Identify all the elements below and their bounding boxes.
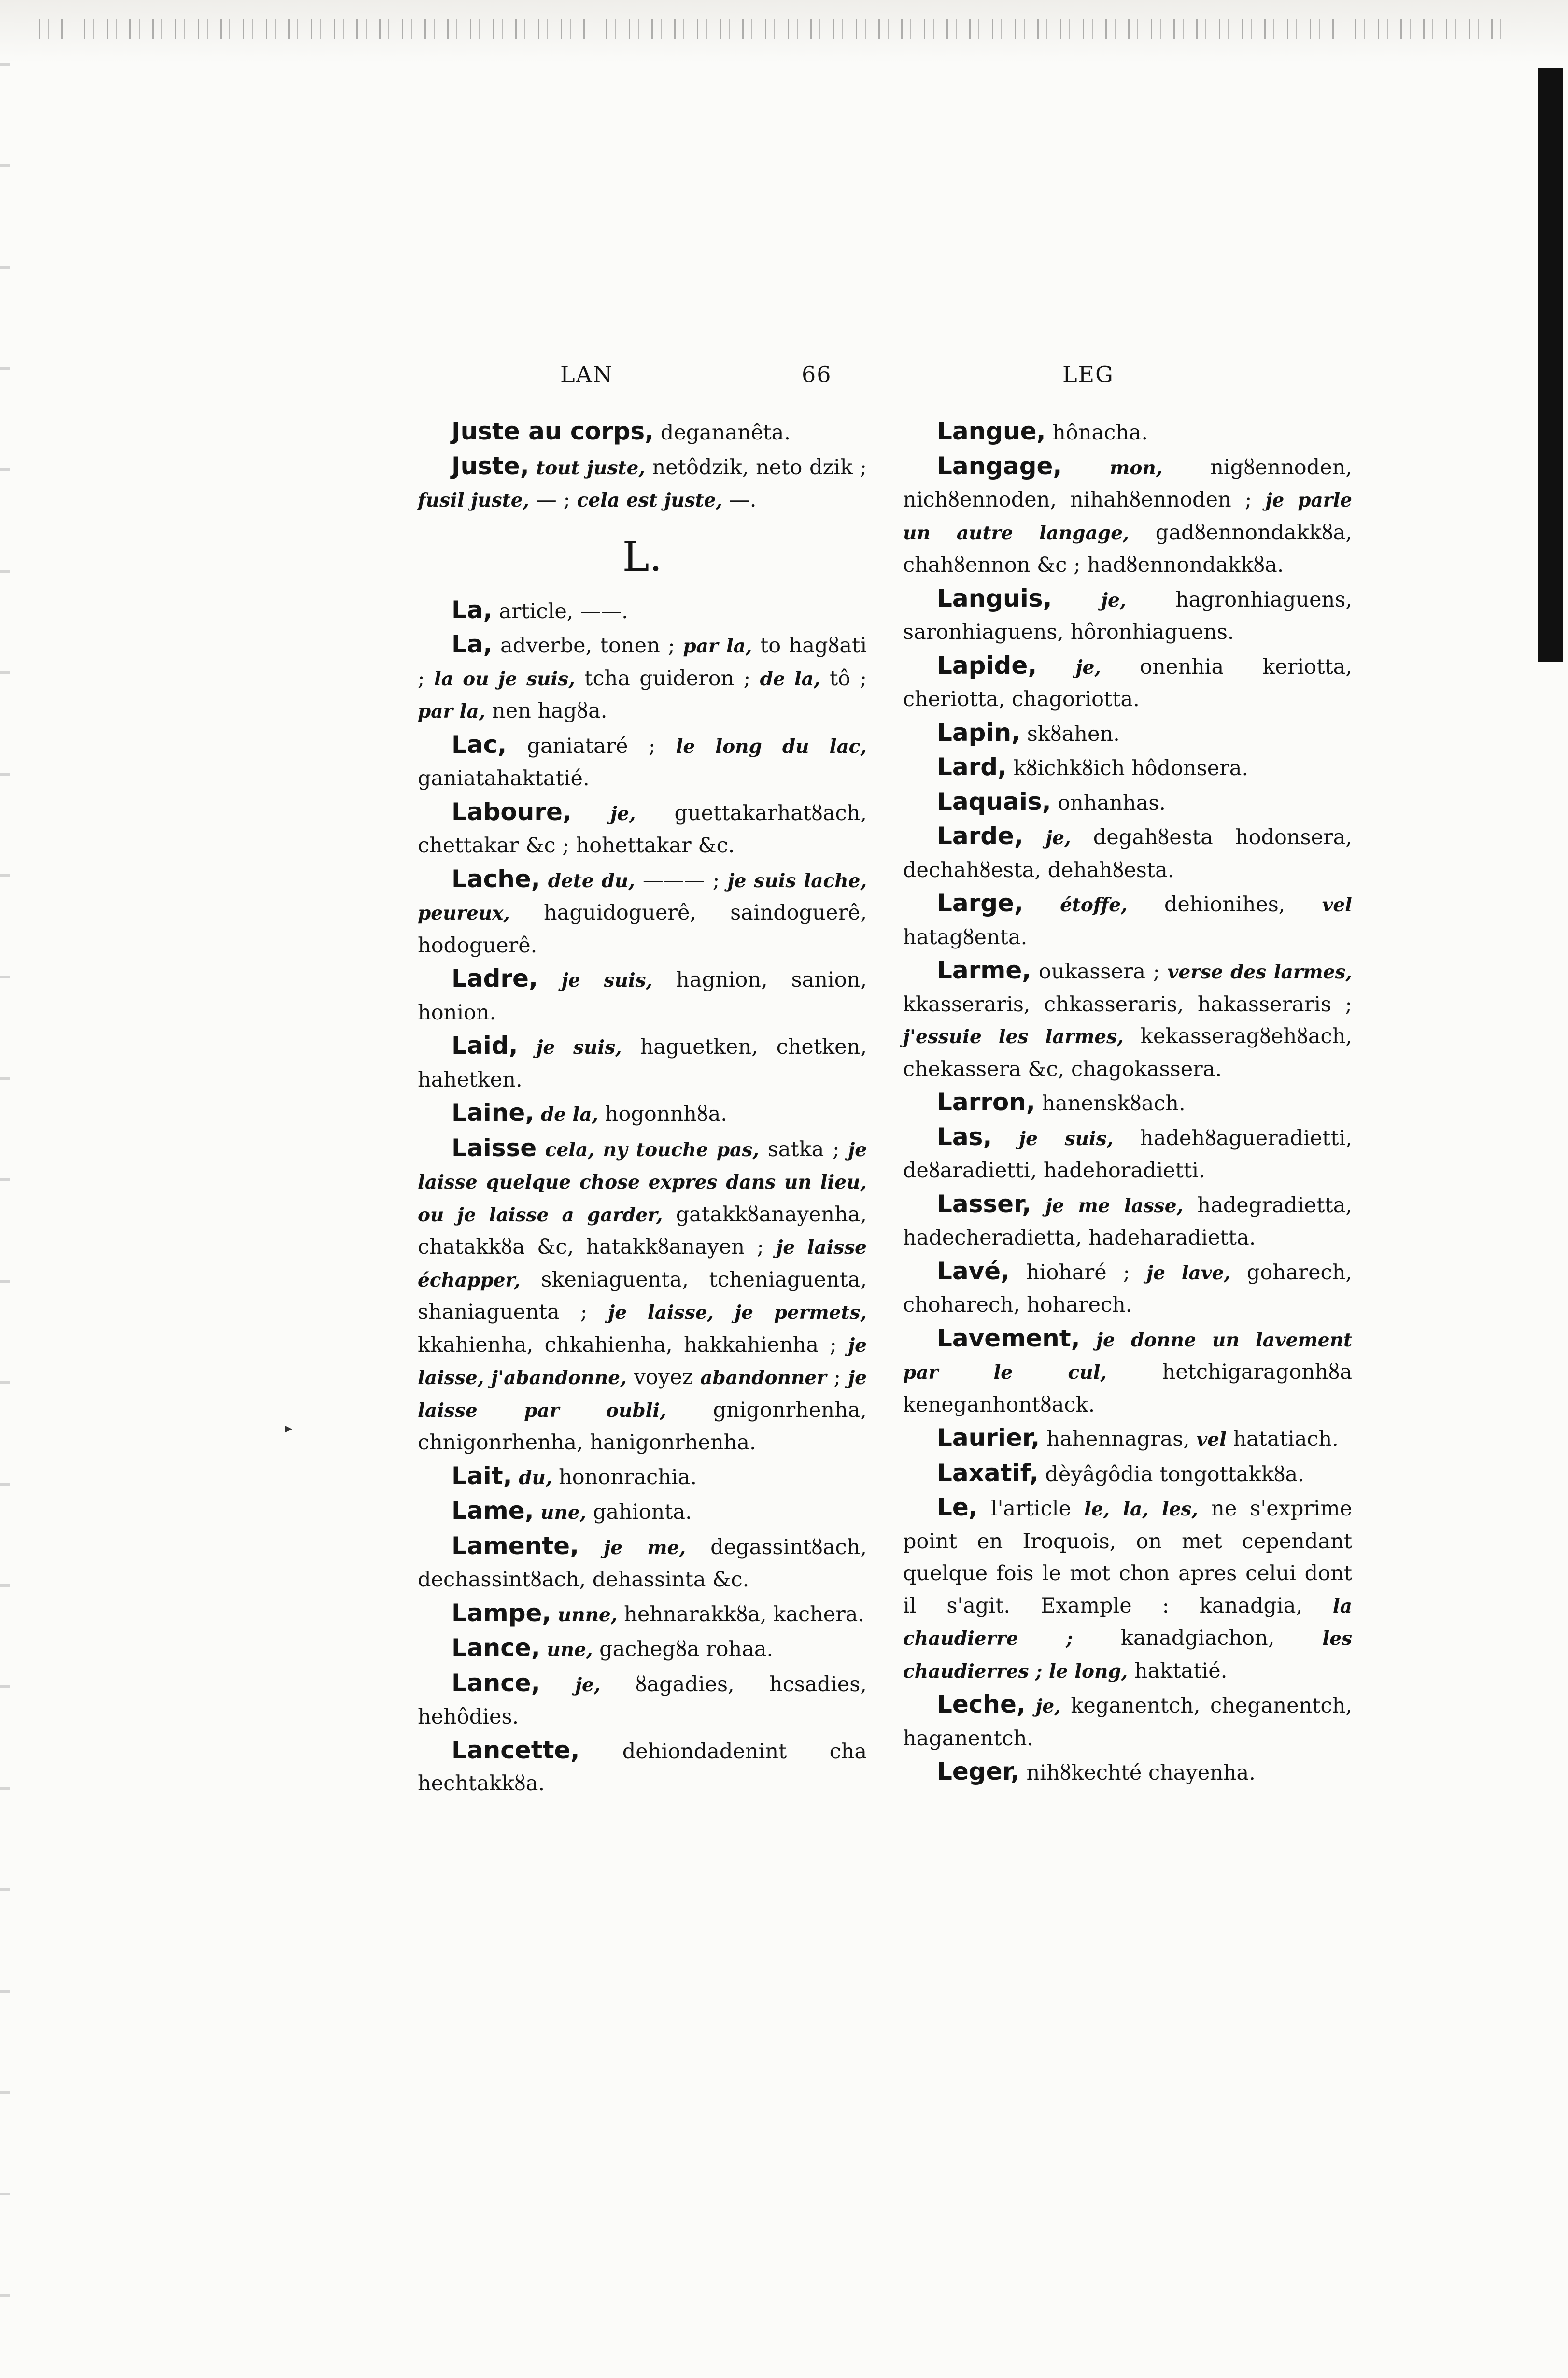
entry-french-gloss: je suis, — [518, 1036, 622, 1059]
entry-text: — ; — [529, 488, 577, 512]
entry-text: to hagȣati ; — [418, 634, 867, 691]
entry-text: onenhia keriotta, cheriotta, chagoriotta. — [903, 654, 1352, 711]
dictionary-entry — [903, 650, 1352, 716]
dictionary-entry — [418, 1632, 867, 1666]
entry-french-gloss: par la, — [683, 635, 752, 657]
entry-headword: Lavé, — [937, 1257, 1010, 1285]
entry-text: hetchigaragonhȣa keneganhontȣack. — [903, 1360, 1352, 1417]
entry-headword: Lampe, — [452, 1599, 551, 1627]
entry-headword: Lac, — [452, 730, 507, 759]
entry-headword: Laquais, — [937, 787, 1051, 816]
dictionary-entry — [903, 1491, 1352, 1687]
entry-french-gloss: je parle un autre langage, — [903, 489, 1352, 544]
entry-text: hadegradietta, hadecheradietta, hadeharadietta. — [903, 1193, 1352, 1250]
dictionary-entry — [418, 1132, 867, 1459]
entry-french-gloss: cela, ny touche pas, — [537, 1138, 759, 1161]
entry-text: hagnion, sanion, honion. — [418, 968, 867, 1025]
dictionary-entry — [903, 582, 1352, 649]
entry-headword: Leche, — [937, 1690, 1026, 1718]
running-head-left: LAN — [560, 361, 614, 387]
entry-french-gloss: je, — [571, 802, 636, 825]
dictionary-entry — [418, 1097, 867, 1131]
entry-french-gloss: je, — [1052, 589, 1127, 611]
entry-headword: Lapin, — [937, 718, 1021, 747]
entry-headword: Laboure, — [452, 797, 572, 826]
entry-french-gloss: tout juste, — [529, 456, 645, 479]
entry-text: —. — [722, 488, 757, 512]
entry-headword: Le, — [937, 1493, 978, 1521]
entry-text: dèyâgôdia tongottakkȣa. — [1038, 1462, 1304, 1486]
entry-french-gloss: je laisse par oubli, — [418, 1367, 867, 1422]
entry-text: tô ; — [820, 666, 867, 691]
entry-text: oukassera ; — [1031, 960, 1168, 984]
entry-text: degassintȣach, dechassintȣach, dehassinta &c. — [418, 1535, 867, 1592]
entry-french-gloss: la chaudierre ; — [903, 1595, 1352, 1650]
dictionary-entry — [903, 1188, 1352, 1254]
entry-headword: Lame, — [452, 1497, 534, 1525]
entry-french-gloss: je suis lache, peureux, — [418, 869, 867, 924]
dictionary-entry — [418, 1667, 867, 1733]
entry-french-gloss: par la, — [418, 700, 486, 722]
entry-french-gloss: je laisse quelque chose expres dans un lieu, ou je laisse a garder, — [418, 1138, 867, 1226]
entry-text: gahionta. — [586, 1500, 692, 1524]
dictionary-entry — [903, 786, 1352, 820]
entry-headword: Leger, — [937, 1757, 1020, 1785]
entry-text: hatatiach. — [1226, 1427, 1339, 1451]
entry-headword: Laxatif, — [937, 1458, 1039, 1487]
entry-headword: Ladre, — [452, 964, 538, 992]
entry-text: ganiatahaktatié. — [418, 766, 590, 791]
dictionary-entry — [418, 1495, 867, 1529]
entry-text: hanenskȣach. — [1035, 1091, 1186, 1116]
entry-french-gloss: de la, — [534, 1104, 599, 1126]
entry-headword: Lamente, — [452, 1531, 579, 1560]
entry-text: ——— ; — [635, 868, 728, 892]
entry-french-gloss: je donne un lavement par le cul, — [903, 1329, 1352, 1384]
entry-french-gloss: je lave, — [1146, 1261, 1230, 1284]
entry-headword: Lancette, — [452, 1736, 580, 1764]
entry-text: skȣahen. — [1020, 722, 1120, 746]
entry-french-gloss: je, — [1023, 827, 1071, 849]
entry-text: tcha guideron ; — [575, 666, 760, 691]
entry-text: ; — [826, 1365, 848, 1389]
entry-text: hahennagras, — [1040, 1427, 1197, 1451]
entry-headword: Lavement, — [937, 1324, 1080, 1352]
entry-headword: Juste, — [452, 452, 529, 480]
dictionary-entry — [903, 820, 1352, 886]
entry-headword: Larme, — [937, 956, 1031, 984]
entry-text: degananêta. — [654, 421, 791, 445]
dictionary-entry — [903, 450, 1352, 581]
entry-text: netôdzik, neto dzik ; — [645, 455, 867, 480]
dictionary-entry — [903, 1322, 1352, 1421]
entry-french-gloss: le long du lac, — [676, 735, 867, 758]
entry-french-gloss: une, — [540, 1639, 593, 1661]
entry-french-gloss: je, — [1025, 1695, 1061, 1717]
entry-headword: Large, — [937, 889, 1023, 917]
margin-mark: ▸ — [285, 1420, 293, 1437]
dictionary-entry — [418, 796, 867, 862]
left-column — [418, 415, 867, 1801]
entry-headword: La, — [452, 630, 493, 658]
dictionary-entry — [903, 1457, 1352, 1491]
dictionary-entry — [903, 1755, 1352, 1789]
entry-text: nigȣennoden, nichȣennoden, nihahȣennoden ; — [903, 455, 1352, 512]
dictionary-entry — [418, 863, 867, 962]
entry-text: satka ; — [759, 1137, 848, 1161]
dictionary-entry — [418, 415, 867, 449]
entry-headword: Languis, — [937, 584, 1052, 612]
entry-headword: Laine, — [452, 1099, 535, 1127]
entry-french-gloss: fusil juste, — [418, 489, 530, 511]
scan-spine-bar — [1538, 68, 1563, 662]
entry-headword: Langage, — [937, 452, 1062, 480]
dictionary-entry — [903, 1688, 1352, 1755]
entry-text: hioharé ; — [1010, 1260, 1146, 1285]
entry-text: haguidoguerê, saindoguerê, hodoguerê. — [418, 901, 867, 958]
entry-headword: Laurier, — [937, 1424, 1040, 1452]
dictionary-entry — [903, 717, 1352, 750]
entry-text: hononrachia. — [552, 1465, 697, 1489]
entry-text: hehnarakkȣa, kachera. — [617, 1602, 865, 1627]
entry-text: hagronhiaguens, saronhiaguens, hôronhiaguens. — [903, 587, 1352, 644]
dictionary-entry — [418, 1030, 867, 1096]
dictionary-entry — [418, 450, 867, 517]
entry-text: ne s'exprime point en Iroquois, on met cependant quelque fois le mot chon apres celui dont il s'agit. Example : kanadgia, — [903, 1497, 1352, 1618]
entry-text: haktatié. — [1128, 1658, 1228, 1683]
entry-text: dehiondadenint cha hechtakkȣa. — [418, 1739, 867, 1796]
entry-french-gloss: le, la, les, — [1084, 1498, 1199, 1520]
entry-headword: Lait, — [452, 1461, 512, 1490]
entry-french-gloss: je me, — [579, 1536, 686, 1559]
entry-text: gnigonrhenha, chnigonrhenha, hanigonrhenha. — [418, 1398, 867, 1455]
entry-text: nihȣkechté chayenha. — [1019, 1761, 1256, 1785]
dictionary-entry — [418, 1597, 867, 1631]
entry-text: kkahienha, chkahienha, hakkahienha ; — [418, 1332, 848, 1357]
dictionary-entry — [418, 1734, 867, 1800]
entry-french-gloss: je laisse échapper, — [418, 1236, 867, 1291]
entry-text: guettakarhatȣach, chettakar &c ; hohettakar &c. — [418, 801, 867, 858]
scan-left-edge — [0, 63, 10, 2378]
entry-text: hadehȣagueradietti, deȣaradietti, hadehoradietti. — [903, 1126, 1352, 1183]
entry-headword: Lasser, — [937, 1189, 1031, 1218]
entry-text: ganiataré ; — [507, 734, 676, 758]
entry-headword: La, — [452, 595, 493, 624]
dictionary-entry — [903, 415, 1352, 449]
right-column — [903, 415, 1352, 1790]
entry-french-gloss: vel — [1196, 1429, 1227, 1451]
entry-text: hogonnhȣa. — [598, 1102, 727, 1126]
entry-text: nen hagȣa. — [485, 699, 607, 723]
dictionary-entry — [903, 1422, 1352, 1456]
entry-headword: Laid, — [452, 1032, 518, 1060]
entry-text: adverbe, tonen ; — [492, 634, 683, 658]
entry-french-gloss: je suis, — [992, 1127, 1114, 1150]
dictionary-entry — [418, 729, 867, 795]
entry-french-gloss: vel — [1322, 894, 1352, 916]
entry-french-gloss: mon, — [1062, 456, 1163, 479]
entry-french-gloss: étoffe, — [1023, 894, 1128, 916]
entry-text: hônacha. — [1045, 421, 1148, 445]
dictionary-entry — [903, 887, 1352, 953]
entry-french-gloss: je laisse, je permets, — [608, 1302, 867, 1324]
entry-text: kȣichkȣich hôdonsera. — [1007, 756, 1249, 780]
entry-text: l'article — [977, 1497, 1085, 1521]
dictionary-entry — [903, 1255, 1352, 1321]
entry-french-gloss: je laisse, j'abandonne, — [418, 1334, 867, 1389]
entry-headword: Las, — [937, 1122, 992, 1151]
running-head — [415, 361, 1333, 400]
entry-french-gloss: verse des larmes, — [1167, 961, 1352, 983]
dictionary-entry — [418, 1460, 867, 1494]
entry-text: gachegȣa rohaa. — [593, 1637, 774, 1661]
entry-headword: Lache, — [452, 864, 540, 893]
entry-text: onhanhas. — [1051, 791, 1166, 815]
entry-french-gloss: la ou je suis, — [434, 667, 575, 690]
dictionary-entry — [418, 1530, 867, 1596]
entry-text: gatakkȣanayenha, chatakkȣa &c, hatakkȣanayen ; — [418, 1202, 867, 1259]
running-head-right: LEG — [1062, 361, 1114, 387]
entry-french-gloss: abandonner — [700, 1367, 827, 1389]
entry-text: hatagȣenta. — [903, 925, 1028, 949]
entry-text: kekasseragȣehȣach, chekassera &c, chagokassera. — [903, 1024, 1352, 1081]
dictionary-entry — [903, 1121, 1352, 1187]
entry-headword: Lance, — [452, 1669, 540, 1697]
entry-text: goharech, choharech, hoharech. — [903, 1260, 1352, 1317]
entry-french-gloss: les chaudierres ; le long, — [903, 1628, 1353, 1683]
entry-text: keganentch, cheganentch, haganentch. — [903, 1694, 1352, 1751]
letter-heading: L. — [622, 533, 663, 580]
entry-french-gloss: une, — [534, 1501, 587, 1524]
entry-french-gloss: j'essuie les larmes, — [903, 1026, 1124, 1048]
entry-french-gloss: du, — [512, 1466, 552, 1489]
dictionary-entry — [903, 954, 1352, 1085]
entry-headword: Lard, — [937, 753, 1007, 781]
entry-headword: Lance, — [452, 1634, 540, 1662]
entry-french-gloss: de la, — [760, 667, 820, 690]
dictionary-entry — [418, 628, 867, 728]
entry-text: dehionihes, — [1127, 892, 1322, 917]
entry-text: skeniaguenta, tcheniaguenta, shaniaguenta ; — [418, 1267, 867, 1324]
entry-french-gloss: unne, — [551, 1603, 618, 1626]
entry-text: kkasseraris, chkasseraris, hakasseraris ; — [903, 992, 1352, 1017]
entry-text: kanadgiachon, — [1073, 1626, 1323, 1650]
entry-headword: Laisse — [452, 1133, 537, 1162]
dictionary-entry — [903, 1086, 1352, 1120]
entry-headword: Larron, — [937, 1088, 1035, 1116]
entry-text: degahȣesta hodonsera, dechahȣesta, dehahȣesta. — [903, 825, 1352, 882]
entry-text: haguetken, chetken, hahetken. — [418, 1035, 867, 1092]
entry-french-gloss: je, — [540, 1673, 601, 1696]
entry-headword: Larde, — [937, 822, 1023, 850]
entry-headword: Lapide, — [937, 651, 1037, 679]
page-number: 66 — [802, 361, 832, 387]
dictionary-entry — [418, 594, 867, 628]
entry-headword: Langue, — [937, 417, 1046, 445]
entry-text: article, ——. — [492, 599, 628, 623]
entry-text: gadȣennondakkȣa, chahȣennon &c ; hadȣennondakkȣa. — [903, 520, 1352, 577]
entry-french-gloss: je, — [1037, 656, 1101, 679]
entry-french-gloss: cela est juste, — [577, 489, 723, 511]
entry-text: voyez — [626, 1365, 701, 1389]
entry-french-gloss: je suis, — [537, 969, 653, 991]
scan-noise — [39, 19, 1502, 39]
dictionary-entry — [903, 751, 1352, 785]
dictionary-entry — [418, 963, 867, 1029]
entry-french-gloss: dete du, — [540, 869, 635, 892]
entry-text: ȣagadies, hcsadies, hehôdies. — [418, 1672, 867, 1729]
entry-headword: Juste au corps, — [452, 417, 654, 445]
entry-french-gloss: je me lasse, — [1031, 1194, 1184, 1217]
